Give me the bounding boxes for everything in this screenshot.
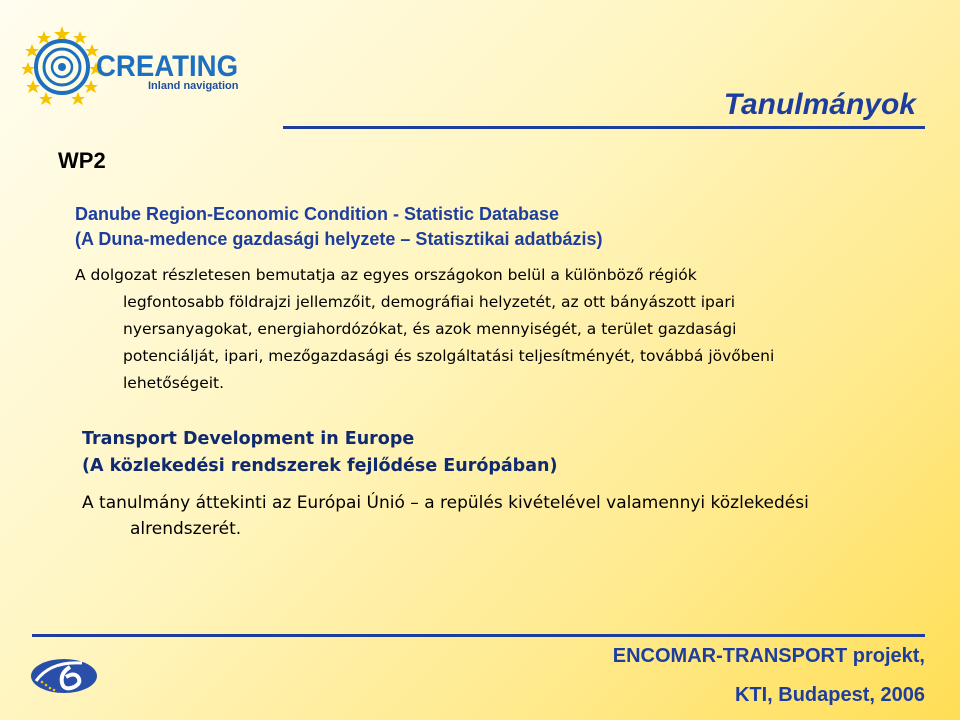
study2-title [82,426,557,480]
footer-project: ENCOMAR-TRANSPORT projekt, [612,645,925,667]
section-title: Tanulmányok [723,88,916,121]
study1-paragraph-line1: A dolgozat részletesen bemutatja az egyes országokon belül a különböző régiók [75,266,697,284]
study2-paragraph-line2: alrendszerét. [130,519,242,539]
top-divider [283,126,925,129]
eu-sixth-framework-logo-icon [30,655,98,697]
bottom-divider [32,634,925,637]
study1-title-line2: (A Duna-medence gazdasági helyzete – Statisztikai adatbázis) [75,229,603,249]
study1-paragraph-line4: potenciálját, ipari, mezőgazdasági és szolgáltatási teljesítményét, továbbá jövőbeni [123,347,775,365]
study1-title [75,202,603,252]
logo-subtitle: Inland navigation [148,80,239,92]
study1-paragraph-line5: lehetőségeit. [123,374,225,392]
study1-paragraph-line3: nyersanyagokat, energiahordózókat, és azok mennyiségét, a terület gazdasági [123,320,737,338]
study2-title-line1: Transport Development in Europe [82,429,415,449]
study1-title-line1: Danube Region-Economic Condition - Statistic Database [75,204,560,224]
study2-paragraph-line1: A tanulmány áttekinti az Európai Únió – a repülés kivételével valamennyi közlekedési [82,493,809,513]
study1-paragraph-line2: legfontosabb földrajzi jellemzőit, demográfiai helyzetét, az ott bányászott ipari [123,293,736,311]
study2-title-line2: (A közlekedési rendszerek fejlődése Európában) [82,456,558,476]
footer-location-date: KTI, Budapest, 2006 [734,684,925,706]
study1-paragraph [75,262,915,397]
logo-title: CREATING [96,50,239,83]
workpackage-label: WP2 [58,148,106,173]
study2-paragraph [82,490,922,542]
star-ring [22,26,103,105]
